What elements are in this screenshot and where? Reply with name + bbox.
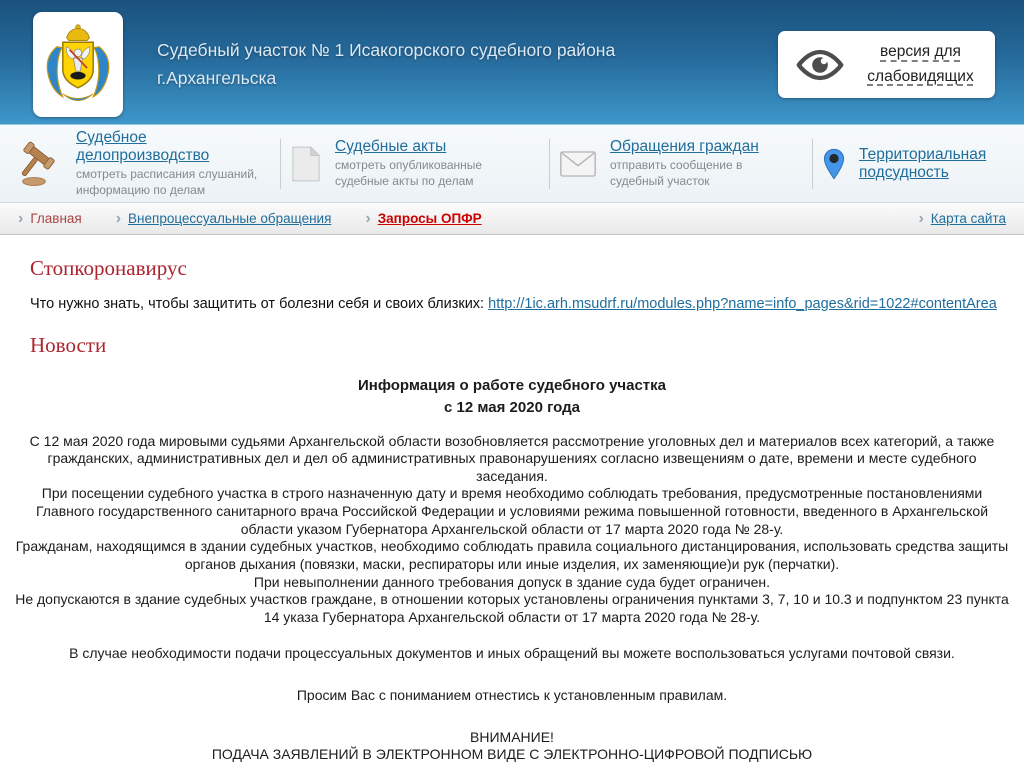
covid-info-line <box>30 296 1010 312</box>
accessibility-version-button[interactable] <box>778 31 995 98</box>
chevron-right-icon: › <box>365 209 371 227</box>
news-paragraph: Не допускаются в здание судебных участков граждане, в отношении которых установлены ограничения пунктами 3, 7, 10 и 10.3 и подпунктом 23 пункта 14 указа Губернатора Архангельской области от 17 марта 2020 года № 28-у. <box>15 591 1009 625</box>
nav-subtitle-court-proceedings: смотреть расписания слушаний, информацию по делам <box>76 166 258 197</box>
chevron-right-icon: › <box>918 209 924 227</box>
breadcrumb <box>0 202 1024 235</box>
news-paragraph-attention-detail: ПОДАЧА ЗАЯВЛЕНИЙ В ЭЛЕКТРОННОМ ВИДЕ С ЭЛЕКТРОННО-ЦИФРОВОЙ ПОДПИСЬЮ <box>211 746 813 763</box>
accessibility-version-label: версия для слабовидящих <box>867 43 974 85</box>
nav-item-citizen-appeals <box>550 138 812 189</box>
breadcrumb-parent-link[interactable]: Внепроцессуальные обращения <box>128 211 332 226</box>
coat-of-arms-logo[interactable] <box>33 12 123 117</box>
nav-subtitle-judicial-acts: смотреть опубликованные судебные акты по делам <box>335 157 483 188</box>
covid-info-link[interactable]: http://1ic.arh.msudrf.ru/modules.php?name=info_pages&rid=1022#contentArea <box>488 296 997 312</box>
news-paragraph: Гражданам, находящимся в здании судебных участков, необходимо соблюдать правила социального дистанцирования, использовать средства защиты органов дыхания (повязки, маски, респираторы или иные изделия, их заменяющие)и рук (перчатки). <box>15 538 1009 572</box>
news-paragraph: В случае необходимости подачи процессуальных документов и иных обращений вы можете воспользоваться услугами почтовой связи. <box>69 645 955 662</box>
section-title-stopcoronavirus: Стопкоронавирус <box>30 256 187 280</box>
news-title-line1: Информация о работе судебного участка <box>357 377 667 394</box>
news-article-title <box>14 375 1010 419</box>
breadcrumb-home-link[interactable]: Главная <box>30 211 82 226</box>
map-pin-icon <box>823 148 845 180</box>
covid-info-text: Что нужно знать, чтобы защитить от болезни себя и своих близких: <box>30 296 485 312</box>
breadcrumb-item-current <box>365 210 481 228</box>
site-header <box>0 0 1024 125</box>
eye-icon <box>794 47 846 83</box>
chevron-right-icon: › <box>115 209 122 227</box>
breadcrumb-item-sitemap <box>918 210 1006 228</box>
nav-link-territorial-jurisdiction[interactable]: Территориальная подсудность <box>859 145 987 181</box>
news-paragraph: При посещении судебного участка в строго назначенную дату и время необходимо соблюдать требования, предусмотренные постановлениями Главного государственного санитарного врача Российской Федерации и условиями режима повышенной готовности, введенного в Архангельской области указом Губернатора Архангельской области от 17 марта 2020 года № 28-у. <box>35 485 989 537</box>
news-paragraph-attention: ВНИМАНИЕ! <box>470 728 554 745</box>
nav-link-court-proceedings[interactable]: Судебное делопроизводство <box>76 128 210 164</box>
news-paragraph: При невыполнении данного требования допуск в здание суда будет ограничен. <box>253 573 771 590</box>
site-title-line2: г.Архангельска <box>157 68 277 88</box>
services-nav <box>0 125 1024 202</box>
breadcrumb-item-parent <box>116 210 332 228</box>
envelope-icon <box>560 151 596 177</box>
breadcrumb-item-home <box>18 210 82 228</box>
chevron-right-icon: › <box>18 209 24 227</box>
nav-item-court-proceedings <box>10 129 280 198</box>
main-content <box>0 256 1024 764</box>
gavel-icon <box>20 141 62 187</box>
sitemap-link[interactable]: Карта сайта <box>930 211 1006 226</box>
news-paragraph: Просим Вас с пониманием отнестись к установленным правилам. <box>296 687 728 703</box>
document-icon <box>291 145 321 183</box>
site-title <box>157 36 615 92</box>
news-title-line2: с 12 мая 2020 года <box>444 398 580 416</box>
news-paragraph: С 12 мая 2020 года мировыми судьями Архангельской области возобновляется рассмотрение уголовных дел и материалов всех категорий, а также гражданских, административных дел и дел об административных правонарушениях согласно извещениям о дате, времени и месте судебного заседания. <box>29 432 995 484</box>
news-article <box>14 375 1010 764</box>
site-title-line1: Судебный участок № 1 Исакогорского судебного района <box>157 40 616 60</box>
nav-item-judicial-acts <box>281 138 549 189</box>
arkhangelsk-coat-of-arms-icon <box>40 20 116 110</box>
section-title-news: Новости <box>30 333 107 357</box>
breadcrumb-current-link[interactable]: Запросы ОПФР <box>377 211 482 226</box>
nav-link-citizen-appeals[interactable]: Обращения граждан <box>610 137 759 155</box>
nav-item-territorial-jurisdiction <box>813 146 1009 182</box>
nav-link-judicial-acts[interactable]: Судебные акты <box>335 137 447 155</box>
nav-subtitle-citizen-appeals: отправить сообщение в судебный участок <box>610 157 743 188</box>
